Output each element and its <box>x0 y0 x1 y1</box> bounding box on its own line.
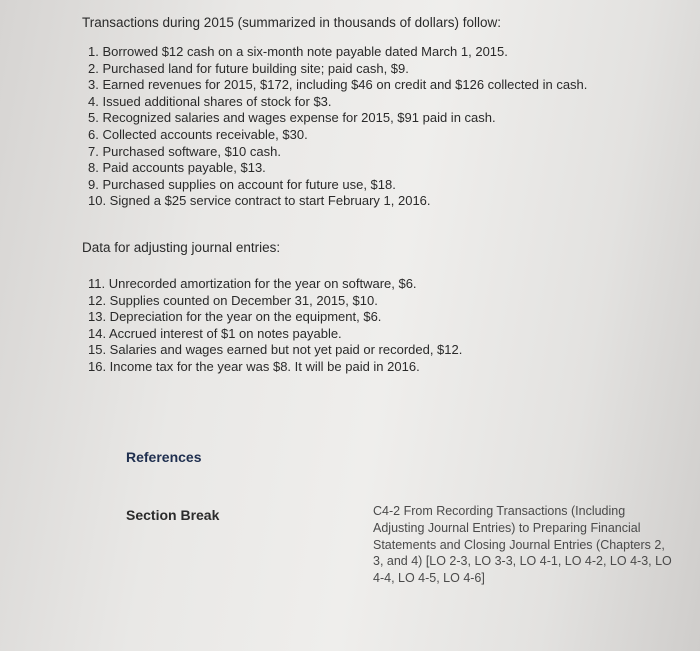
problem-citation: C4-2 From Recording Transactions (Including Adjusting Journal Entries) to Preparing Financial Statements and Closing Journal Entries (Chapters 2, 3, and 4) [LO 2-3, LO 3-3, LO 4-1, LO 4-2, LO 4-3, LO 4-4, LO 4-5, LO 4-6] <box>373 504 672 586</box>
list-item: 15. Salaries and wages earned but not yet paid or recorded, $12. <box>88 342 463 358</box>
list-item: 2. Purchased land for future building site; paid cash, $9. <box>88 60 409 76</box>
adjustments-list <box>88 276 462 376</box>
list-item: 8. Paid accounts payable, $13. <box>88 160 266 176</box>
list-item: 16. Income tax for the year was $8. It will be paid in 2016. <box>88 358 420 374</box>
list-item: 7. Purchased software, $10 cash. <box>88 143 281 159</box>
list-item: 9. Purchased supplies on account for future use, $18. <box>88 176 396 192</box>
list-item: 3. Earned revenues for 2015, $172, including $46 on credit and $126 collected in cash. <box>88 77 588 93</box>
list-item: 4. Issued additional shares of stock for $3. <box>88 93 332 109</box>
references-label[interactable]: References <box>126 449 202 465</box>
section-break-label: Section Break <box>126 507 220 523</box>
list-item: 6. Collected accounts receivable, $30. <box>88 126 308 142</box>
list-item: 1. Borrowed $12 cash on a six-month note payable dated March 1, 2015. <box>88 44 508 59</box>
list-item: 5. Recognized salaries and wages expense for 2015, $91 paid in cash. <box>88 110 496 126</box>
intro-text: Transactions during 2015 (summarized in thousands of dollars) follow: <box>82 15 501 30</box>
list-item: 11. Unrecorded amortization for the year on software, $6. <box>88 276 417 291</box>
list-item: 10. Signed a $25 service contract to start February 1, 2016. <box>88 193 431 209</box>
transactions-list <box>88 44 587 210</box>
list-item: 14. Accrued interest of $1 on notes payable. <box>88 325 342 341</box>
adjusting-entries-heading: Data for adjusting journal entries: <box>82 240 281 255</box>
list-item: 13. Depreciation for the year on the equipment, $6. <box>88 309 382 325</box>
list-item: 12. Supplies counted on December 31, 2015, $10. <box>88 292 378 308</box>
